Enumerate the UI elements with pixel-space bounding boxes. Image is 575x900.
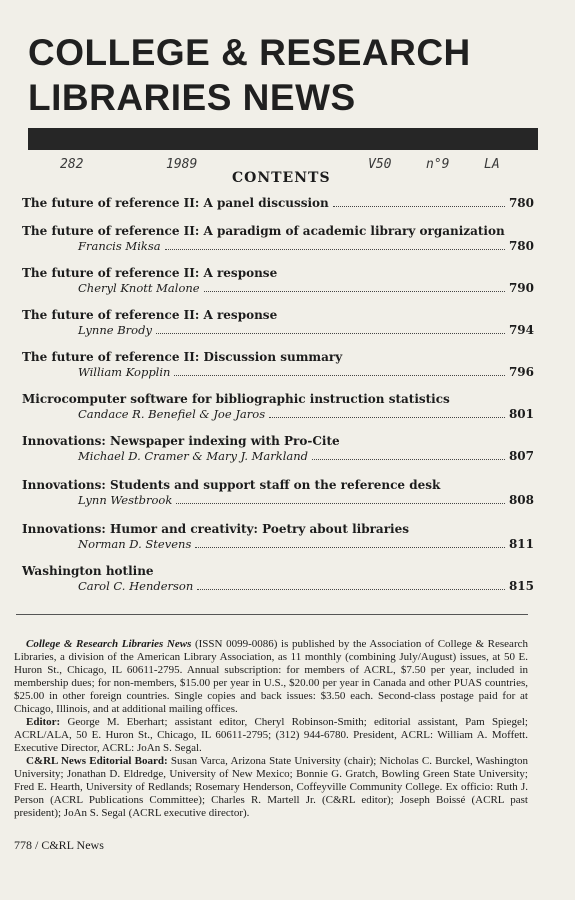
toc-entry[interactable] (22, 350, 534, 379)
toc-entry[interactable] (22, 224, 534, 253)
toc-entry[interactable] (22, 478, 534, 507)
toc-entry-page: 808 (508, 493, 534, 507)
dot-leader (174, 375, 504, 376)
toc-entry-page: 780 (508, 239, 534, 253)
dot-leader (156, 333, 505, 334)
handwritten-note-1: 282 (60, 157, 84, 172)
publication-name: College & Research Libraries News (26, 638, 192, 650)
toc-entry[interactable] (22, 308, 534, 337)
toc-entry-title: The future of reference II: A panel discussion (22, 196, 329, 210)
toc-entry-title: Microcomputer software for bibliographic instruction statistics (22, 392, 450, 406)
toc-entry-page: 815 (508, 579, 534, 593)
toc-entry-author: Michael D. Cramer & Mary J. Markland (78, 449, 309, 463)
toc-entry-page: 780 (508, 196, 534, 210)
dot-leader (269, 417, 505, 418)
dot-leader (197, 589, 505, 590)
toc-entry-page: 801 (508, 407, 534, 421)
handwritten-note-3: V50 (368, 157, 392, 172)
masthead-line-1: COLLEGE & RESEARCH (28, 32, 471, 73)
toc-entry-title: The future of reference II: Discussion summary (22, 350, 343, 364)
publication-details: (ISSN 0099-0086) is published by the Association of College & Research Libraries, a division of the American Library Association, as 11 monthly (combining July/August) issues, at 50 E. Huron St., Chicago, IL 60611-2795. Annual subscription: for members of ACRL, $7.50 per year, included in membership dues; for non-members, $15.00 per year in U.S., $20.00 per year in Canada and other PUAS countries, $25.00 in other foreign countries. Single copies and back issues: $3.50 each. Second-class postage paid for at Chicago, Illinois, and at additional mailing offices. (14, 638, 528, 715)
handwritten-note-5: LA (484, 157, 500, 172)
toc-entry-page: 790 (508, 281, 534, 295)
dot-leader (333, 206, 505, 207)
toc-entry-author: Carol C. Henderson (78, 579, 194, 593)
toc-entry-title: Innovations: Students and support staff on the reference desk (22, 478, 441, 492)
editor-statement (14, 716, 528, 755)
toc-entry-page: 811 (508, 537, 534, 551)
toc-entry[interactable] (22, 392, 534, 421)
toc-entry-page: 807 (508, 449, 534, 463)
board-statement (14, 755, 528, 820)
toc-entry-author: Norman D. Stevens (78, 537, 192, 551)
toc-entry-title: Innovations: Humor and creativity: Poetry about libraries (22, 522, 409, 536)
masthead-line-2: LIBRARIES NEWS (28, 77, 356, 118)
toc-entry-author: Francis Miksa (78, 239, 161, 253)
board-details: Susan Varca, Arizona State University (chair); Nicholas C. Burckel, Washington University; Jonathan D. Eldredge, University of New Mexico; Bonnie G. Gratch, Bowling Green State University; Fred E. Hearth, University of Redlands; Rosemary Henderson, Coffeyville Community College. Ex officio: Ruth J. Person (ACRL Publications Committee); Charles R. Martell Jr. (C&RL editor); Joseph Boissé (ACRL past president); JoAn S. Segal (ACRL executive director). (14, 755, 529, 819)
dot-leader (195, 547, 505, 548)
board-label: C&RL News Editorial Board: (26, 755, 168, 767)
contents-heading: CONTENTS (232, 170, 331, 186)
toc-entry-author: Candace R. Benefiel & Joe Jaros (78, 407, 266, 421)
toc-entry-title: The future of reference II: A response (22, 266, 278, 280)
handwritten-note-2: 1989 (166, 157, 198, 172)
page-footer: 778 / C&RL News (14, 838, 104, 852)
toc-entry[interactable] (22, 196, 534, 211)
editor-details: George M. Eberhart; assistant editor, Cheryl Robinson-Smith; editorial assistant, Pam Spiegel; ACRL/ALA, 50 E. Huron St., Chicago, IL 60611-2795; (312) 944-6780. President, ACRL: William A. Moffett. Executive Director, ACRL: JoAn S. Segal. (14, 716, 528, 754)
toc-entry[interactable] (22, 266, 534, 295)
publication-info (14, 638, 528, 820)
toc-entry-page: 794 (508, 323, 534, 337)
dot-leader (312, 459, 505, 460)
toc-entry-author: Lynne Brody (78, 323, 152, 337)
handwritten-note-4: n°9 (426, 157, 450, 172)
toc-entry-title: Washington hotline (22, 564, 154, 578)
section-divider (16, 614, 528, 615)
journal-masthead (28, 30, 471, 120)
toc-entry[interactable] (22, 434, 534, 463)
toc-entry-title: Innovations: Newspaper indexing with Pro-Cite (22, 434, 340, 448)
toc-entry-title: The future of reference II: A paradigm of academic library organization (22, 224, 505, 238)
toc-entry[interactable] (22, 522, 534, 551)
toc-entry-page: 796 (508, 365, 534, 379)
toc-entry-title: The future of reference II: A response (22, 308, 278, 322)
toc-entry-author: Lynn Westbrook (78, 493, 173, 507)
toc-entry-author: William Kopplin (78, 365, 171, 379)
masthead-rule-bar (28, 128, 538, 150)
dot-leader (176, 503, 505, 504)
toc-entry-author: Cheryl Knott Malone (78, 281, 200, 295)
toc-entry[interactable] (22, 564, 534, 593)
dot-leader (204, 291, 505, 292)
editor-label: Editor: (26, 716, 61, 728)
dot-leader (165, 249, 505, 250)
publication-statement (14, 638, 528, 716)
